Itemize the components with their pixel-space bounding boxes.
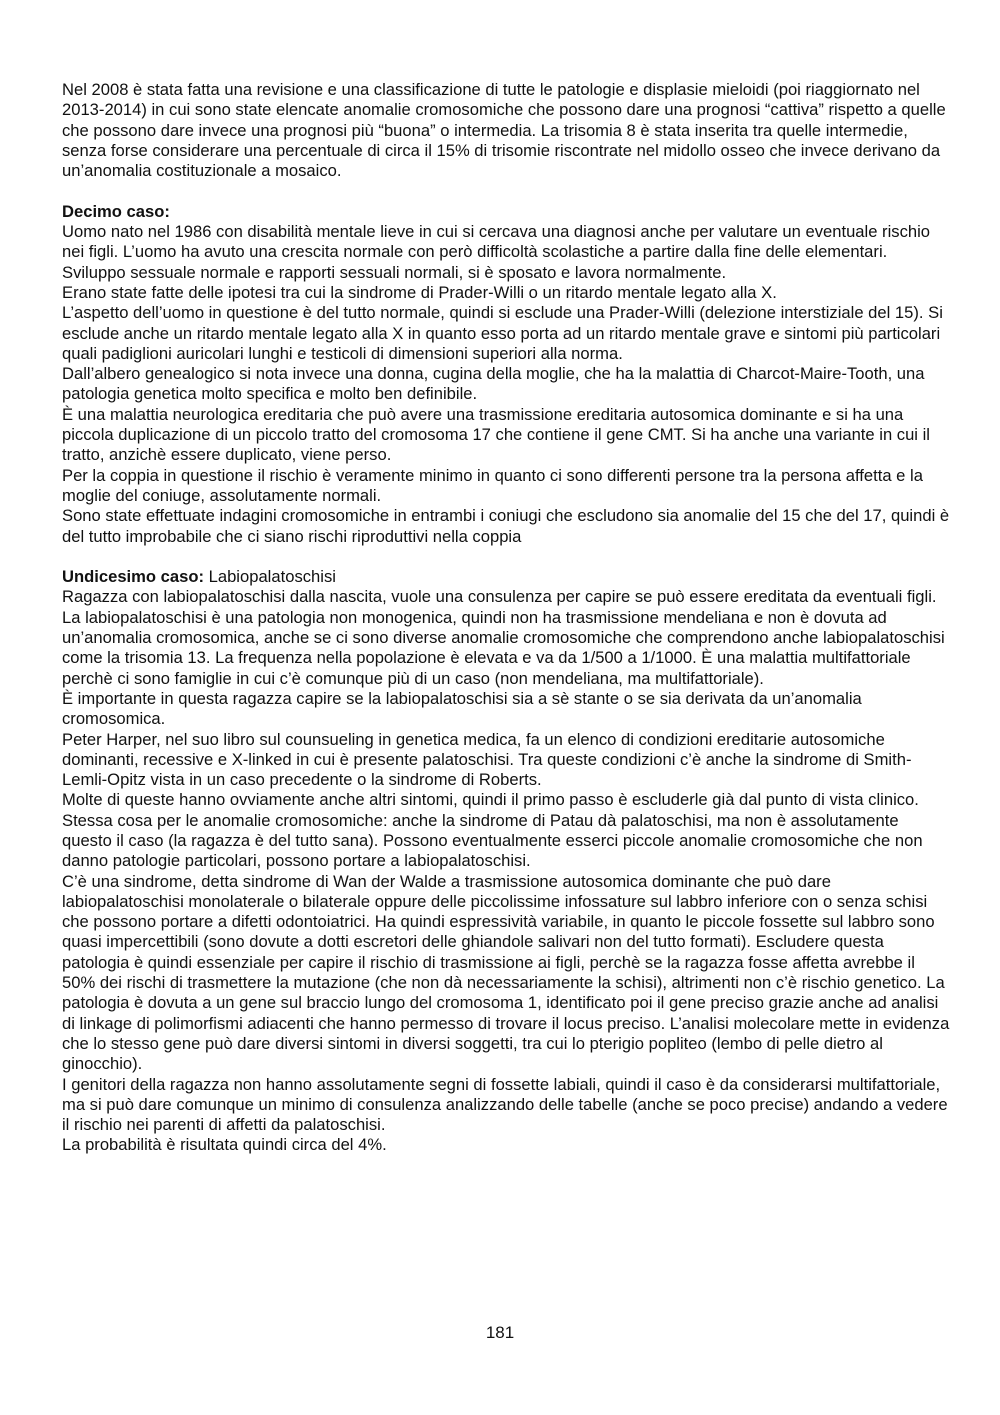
case11-paragraph: Ragazza con labiopalatoschisi dalla nascita, vuole una consulenza per capire se può essere ereditata da eventuali figli. [62,587,937,607]
case11-paragraph: Stessa cosa per le anomalie cromosomiche: anche la sindrome di Patau dà palatoschisi, ma non è assolutamente questo il caso (la ragazza è del tutto sana). Possono eventualmente esserci piccole anomalie cromosomiche che non danno patologie particolari, possono portare a labiopalatoschisi. [62,810,923,871]
case10-paragraph: Uomo nato nel 1986 con disabilità mentale lieve in cui si cercava una diagnosi anche per valutare un eventuale rischio nei figli. L’uomo ha avuto una crescita normale con però difficoltà scolastiche a partire dalla fine delle elementari. Sviluppo sessuale normale e rapporti sessuali normali, si è sposato e lavora normalmente. [62,222,931,282]
case11-paragraph: La probabilità è risultata quindi circa del 4%. [62,1135,387,1155]
case10-paragraph: È una malattia neurologica ereditaria che può avere una trasmissione ereditaria autosomica dominante e si ha una piccola duplicazione di un piccolo tratto del cromosoma 17 che contiene il gene CMT. Si ha anche una variante in cui il tratto, anzichè essere duplicato, viene perso. [62,404,930,465]
case11-heading [62,567,952,587]
intro-paragraph: Nel 2008 è stata fatta una revisione e una classificazione di tutte le patologie e displasie mieloidi (poi riaggiornato nel 2013-2014) in cui sono state elencate anomalie cromosomiche che possono dare una prognosi “cattiva” rispetto a quelle che possono dare invece una prognosi più “buona” o intermedia. La trisomia 8 è stata inserita tra quelle intermedie, senza forse considerare una percentuale di circa il 15% di trisomie riscontrate nel midollo osseo che invece derivano da un’anomalia costituzionale a mosaico. [62,80,946,181]
case11-subtitle: Labiopalatoschisi [204,567,336,587]
document-body [62,80,952,1156]
case10-heading-label: Decimo caso: [62,201,170,221]
case11-paragraph: Molte di queste hanno ovviamente anche altri sintomi, quindi il primo passo è escluderle già dal punto di vista clinico. [62,790,919,810]
case10-heading [62,202,952,222]
case11-paragraph: Peter Harper, nel suo libro sul counsueling in genetica medica, fa un elenco di condizioni ereditarie autosomiche dominanti, recessive e X-linked in cui è presente palatoschisi. Tra queste condizioni c’è anche la sindrome di Smith-Lemli-Opitz vista in un caso precedente o la sindrome di Roberts. [62,729,912,790]
page-number: 181 [485,1323,515,1342]
case10-paragraph: Sono state effettuate indagini cromosomiche in entrambi i coniugi che escludono sia anomalie del 15 che del 17, quindi è del tutto improbabile che ci siano rischi riproduttivi nella coppia [62,506,950,546]
case10-paragraph: L’aspetto dell’uomo in questione è del tutto normale, quindi si esclude una Prader-Willi (delezione interstiziale del 15). Si esclude anche un ritardo mentale legato alla X in quanto esso porta ad un ritardo mentale grave e sintomi più particolari quali padiglioni auricolari lunghi e testicoli di dimensioni superiori alla norma. [62,303,943,363]
spacer [62,181,952,201]
case10-paragraph: Per la coppia in questione il rischio è veramente minimo in quanto ci sono differenti persone tra la persona affetta e la moglie del coniuge, assolutamente normali. [62,465,923,505]
case11-heading-label: Undicesimo caso: [62,567,205,587]
case11-paragraph: I genitori della ragazza non hanno assolutamente segni di fossette labiali, quindi il caso è da considerarsi multifattoriale, ma si può dare comunque un minimo di consulenza analizzando delle tabelle (anche se poco precise) andando a vedere il rischio nei parenti di affetti da palatoschisi. [62,1074,948,1135]
spacer [62,547,952,567]
case11-paragraph: La labiopalatoschisi è una patologia non monogenica, quindi non ha trasmissione mendeliana e non è dovuta ad un’anomalia cromosomica, anche se ci sono diverse anomalie cromosomiche che comprendono anche labiopalatoschisi come la trisomia 13. La frequenza nella popolazione è elevata e va da 1/500 a 1/1000. È una malattia multifattoriale perchè ci sono famiglie in cui c’è comunque più di un caso (non mendeliana, ma multifattoriale). [62,607,945,688]
case10-paragraph: Dall’albero genealogico si nota invece una donna, cugina della moglie, che ha la malattia di Charcot-Maire-Tooth, una patologia genetica molto specifica e molto ben definibile. [62,364,925,404]
case10-paragraph: Erano state fatte delle ipotesi tra cui la sindrome di Prader-Willi o un ritardo mentale legato alla X. [62,282,777,302]
case11-paragraph: C’è una sindrome, detta sindrome di Wan der Walde a trasmissione autosomica dominante che può dare labiopalatoschisi monolaterale o bilaterale oppure delle piccolissime infossature sul labbro inferiore con o senza schisi che possono portare a difetti odontoiatrici. Ha quindi espressività variabile, in quanto le piccole fossette sul labbro sono quasi impercettibili (sono dovute a dotti escretori delle ghiandole salivari non del tutto formati). Escludere questa patologia è quindi essenziale per capire il rischio di trasmissione ai figli, perchè se la ragazza fosse affetta avrebbe il 50% dei rischi di trasmettere la mutazione (che non dà necessariamente la schisi), altrimenti non c’è rischio genetico. La patologia è dovuta a un gene sul braccio lungo del cromosoma 1, identificato poi il gene preciso grazie anche ad analisi di linkage di polimorfismi adiacenti che hanno permesso di trovare il locus preciso. L’analisi molecolare mette in evidenza che lo stesso gene può dare diversi sintomi in diversi soggetti, tra cui lo pterigio popliteo (lembo di pelle dietro al ginocchio). [62,871,950,1074]
case11-paragraph: È importante in questa ragazza capire se la labiopalatoschisi sia a sè stante o se sia derivata da un’anomalia cromosomica. [62,688,862,729]
